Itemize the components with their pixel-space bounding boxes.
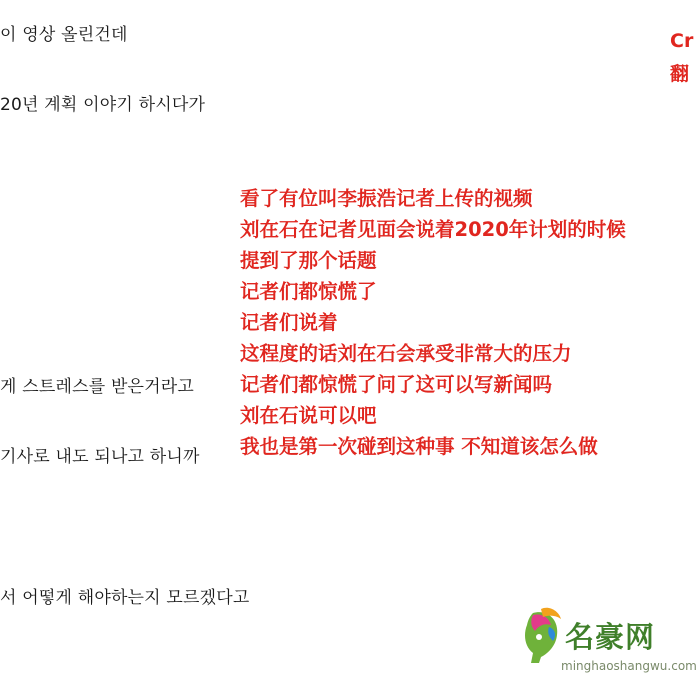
watermark-logo-icon <box>519 605 567 665</box>
chinese-line-5: 记者们说着 <box>240 311 338 334</box>
watermark-title: 名豪网 <box>565 620 656 654</box>
chinese-line-7: 记者们都惊慌了问了这可以写新闻吗 <box>240 373 553 396</box>
watermark <box>515 603 697 678</box>
korean-line-4: 기사로 내도 되나고 하니까 <box>0 447 200 467</box>
chinese-line-1: 看了有位叫李振浩记者上传的视频 <box>240 187 533 210</box>
credit-line-2: 翻 <box>670 63 690 85</box>
korean-line-1: 이 영상 올린건데 <box>0 25 128 45</box>
chinese-line-9: 我也是第一次碰到这种事 不知道该怎么做 <box>240 435 598 458</box>
credit-line-1: Cr <box>670 30 694 52</box>
korean-line-2: 20년 계획 이야기 하시다가 <box>0 95 206 115</box>
chinese-line-8: 刘在石说可以吧 <box>240 404 377 427</box>
chinese-line-2: 刘在石在记者见面会说着2020年计划的时候 <box>240 218 626 241</box>
chinese-line-3: 提到了那个话题 <box>240 249 377 272</box>
chinese-line-6: 这程度的话刘在石会承受非常大的压力 <box>240 342 572 365</box>
korean-line-5: 서 어떻게 해야하는지 모르겠다고 <box>0 588 250 608</box>
korean-line-3: 게 스트레스를 받은거라고 <box>0 377 195 397</box>
watermark-url: minghaoshangwu.com <box>561 659 697 673</box>
chinese-line-4: 记者们都惊慌了 <box>240 280 377 303</box>
chinese-translation-block <box>240 183 690 462</box>
